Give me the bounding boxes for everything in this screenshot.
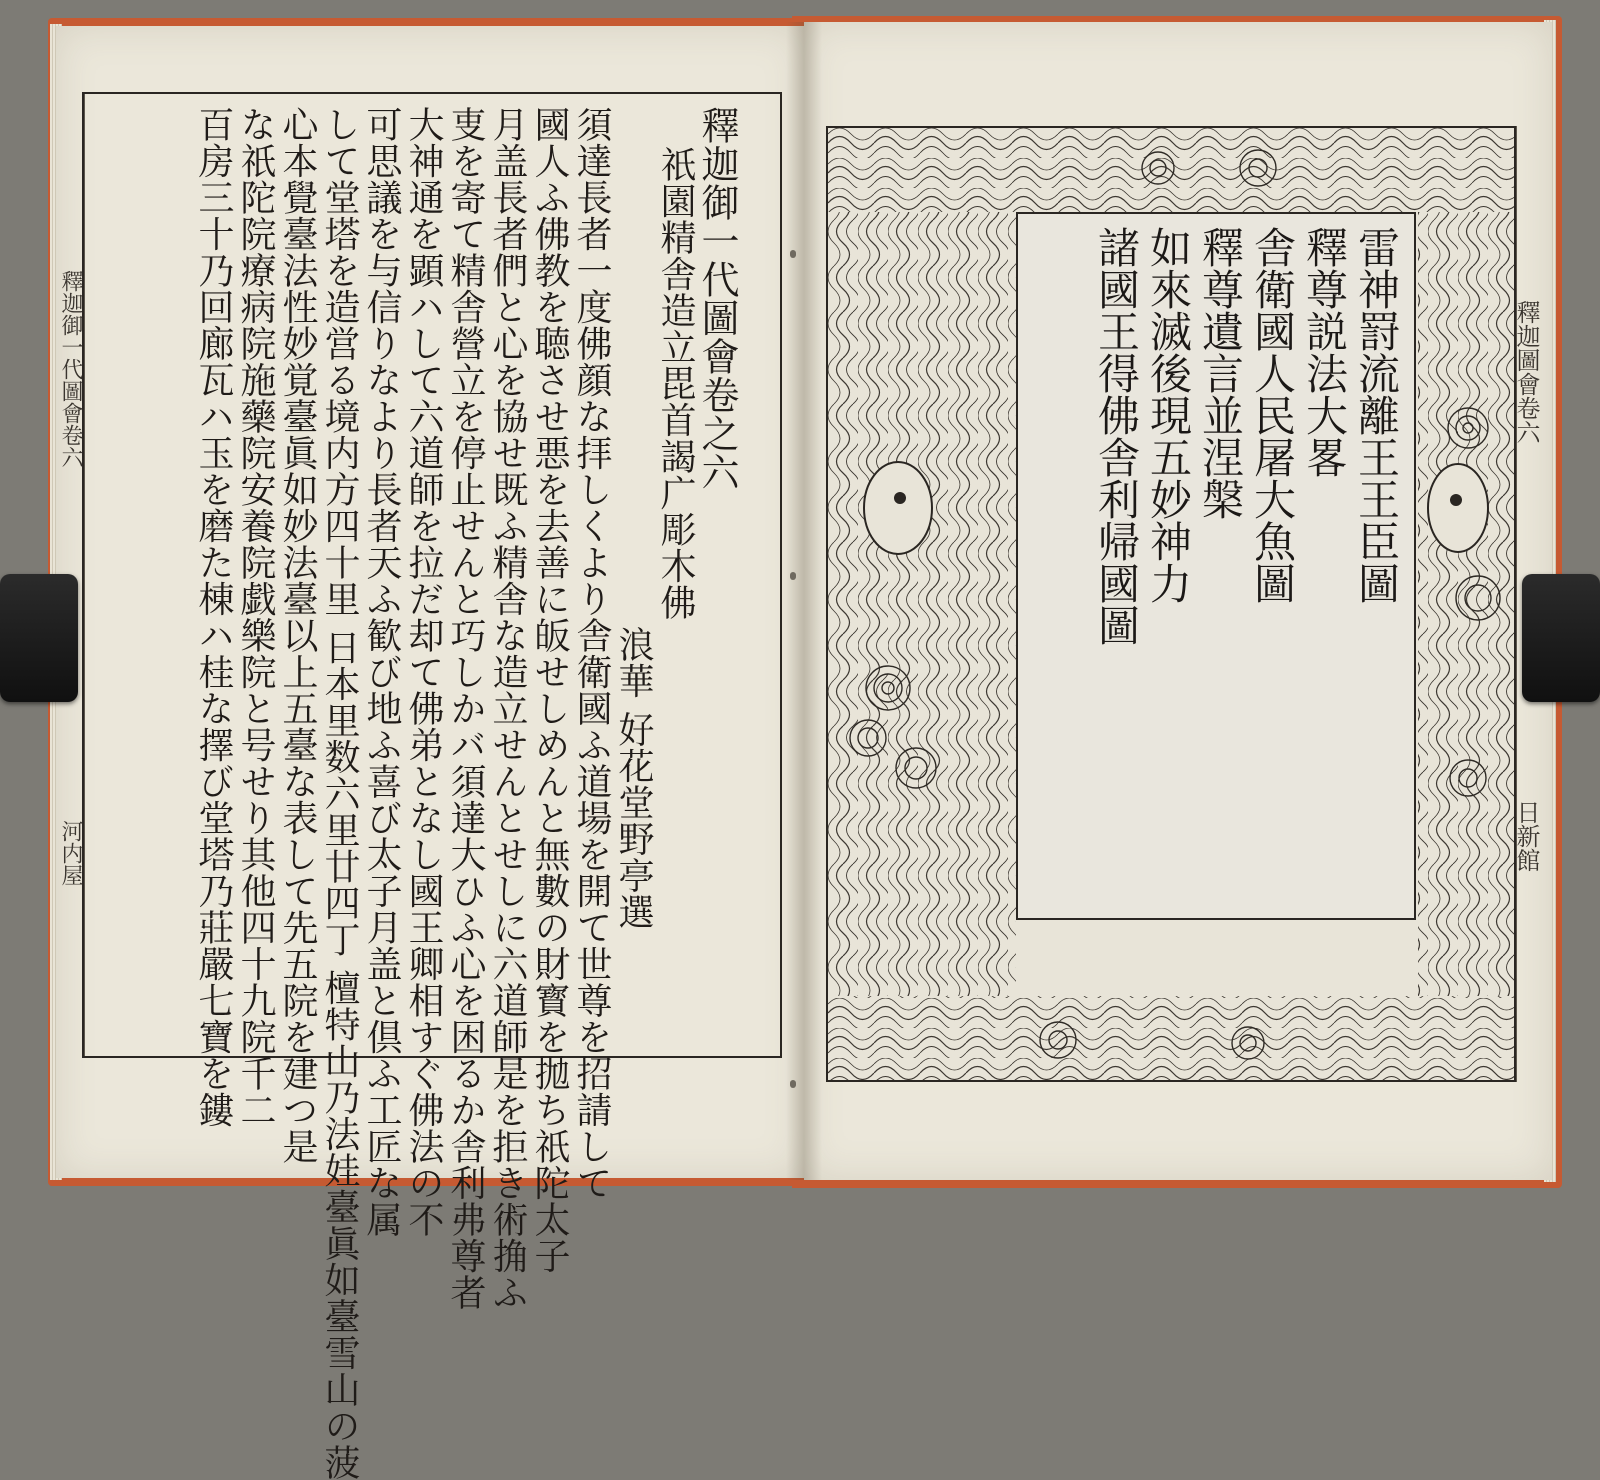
- text-column: 月盖長者們と心を協せ既ふ精舎な造立せんとせしに六道師是を拒き術捔ふ: [487, 106, 528, 1311]
- contents-item: 釋尊説法大畧: [1300, 226, 1349, 478]
- contents-item: 如來滅後現五妙神力: [1144, 226, 1193, 604]
- text-column: して堂塔を造営る境内方四十里 日本里数六里廿四丁 檀特山乃法娃臺眞如臺雪山の菠: [319, 106, 360, 1480]
- contents-item: 雷神罸流離王王臣圖: [1352, 226, 1401, 604]
- section-heading: 祇園精舎造立毘首謁广彫木佛: [655, 146, 696, 621]
- text-column: 須達長者一度佛顔な拝しくより舎衛國ふ道場を開て世尊を招請して: [571, 106, 612, 1201]
- text-column: 大神通を顕ハして六道師を拉だ却て佛弟となし國王卿相すぐ佛法の不: [403, 106, 444, 1238]
- contents-list: [1030, 226, 1402, 746]
- left-margin-publisher: 河内屋: [58, 820, 83, 886]
- right-margin-publisher: 日新館: [1512, 800, 1540, 872]
- text-column: 國人ふ佛教を聴させ悪を去善に皈せしめんと無數の財寳を拋ち祇陀太子: [529, 106, 570, 1274]
- chapter-title: 釋迦御一代圖會卷之六: [695, 106, 739, 491]
- main-text: [96, 106, 739, 1480]
- binding-hole-icon: [790, 1080, 796, 1088]
- contents-item: 釋尊遺言並涅槃: [1196, 226, 1245, 520]
- binding-hole-icon: [790, 250, 796, 258]
- left-margin-title: 釋迦御一代圖會卷六: [58, 270, 83, 468]
- text-column: 百房三十乃回廊瓦ハ玉を磨た棟ハ桂な擇び堂塔乃莊嚴七寶を鏤: [193, 106, 234, 1128]
- right-margin-title: 釋迦圖會卷六: [1512, 300, 1540, 444]
- contents-item: 舎衛國人民屠大魚圖: [1248, 226, 1297, 604]
- text-column: 心本覺臺法性妙覚臺眞如妙法臺以上五臺な表して先五院を建つ是: [277, 106, 318, 1165]
- author-credit: 浪華 好花堂野亭選: [613, 626, 654, 930]
- binding-hole-icon: [790, 572, 796, 580]
- author-credit-row: [612, 106, 654, 1048]
- text-column: 叓を寄て精舎營立を停止せんと巧しかバ須達大ひふ心を困るか舎利弗尊者: [445, 106, 486, 1311]
- text-column: な祇陀院療病院施藥院安養院戯樂院と号せり其他四十九院千二: [235, 106, 276, 1128]
- book-clip-right: [1522, 574, 1600, 702]
- book-gutter: [786, 22, 822, 1180]
- text-column: 可思議を与信りなより長者天ふ歓び地ふ喜び太子月盖と倶ふ工匠な属: [361, 106, 402, 1238]
- contents-item: 諸國王得佛舎利帰國圖: [1092, 226, 1141, 646]
- book-clip-left: [0, 574, 78, 702]
